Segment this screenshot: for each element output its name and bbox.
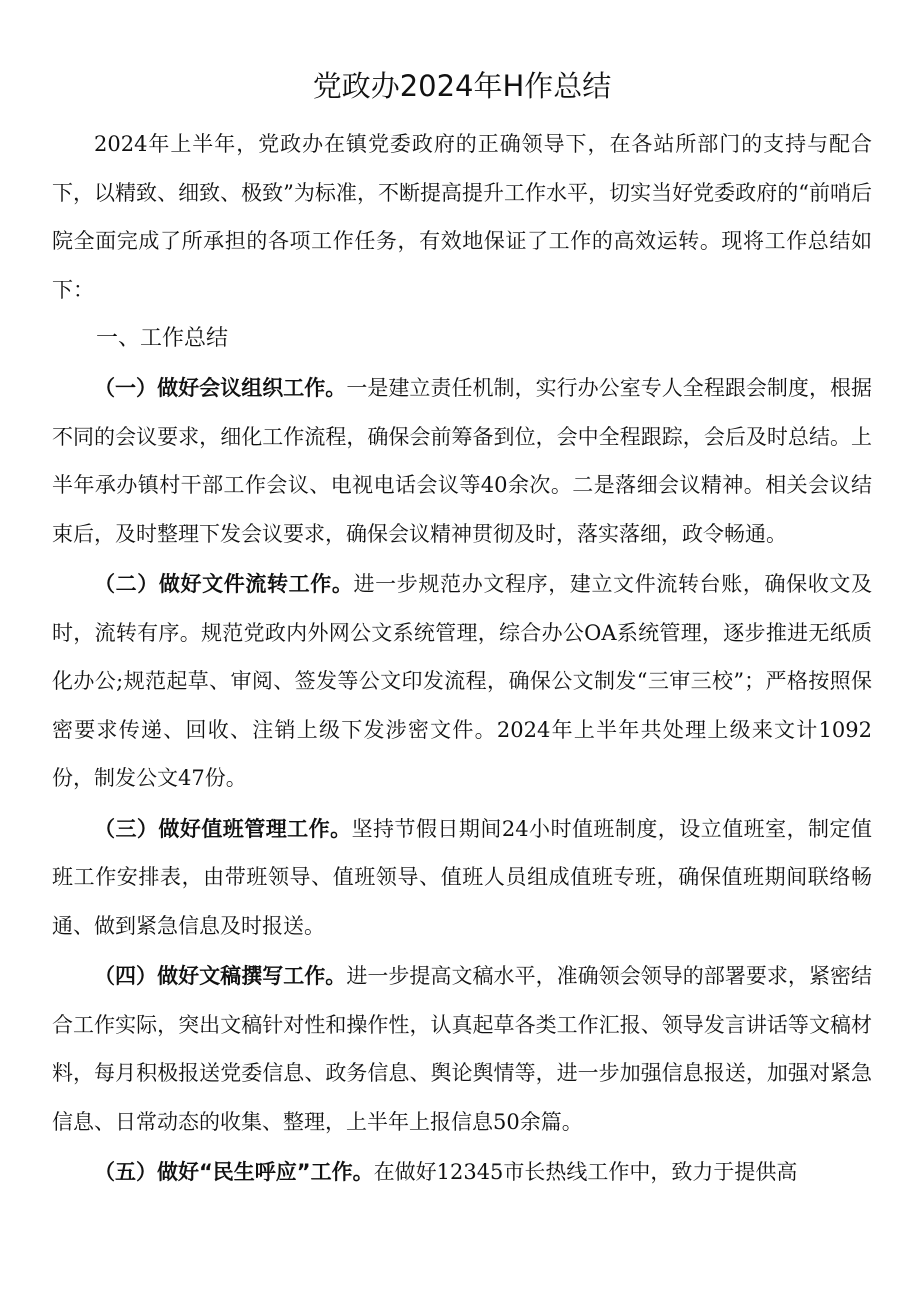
item-body: 在做好12345市长热线工作中，致力于提供高 [373,1160,798,1184]
item-body: 进一步提高文稿水平，准确领会领导的部署要求，紧密结合工作实际，突出文稿针对性和操作性，认真起草各类工作汇报、领导发言讲话等文稿材料，每月积极报送党委信息、政务信息、舆论舆情等，进一步加强信息报送，加强对紧急信息、日常动态的收集、整理，上半年上报信息50余篇。 [52,964,873,1134]
item-document-drafting [52,952,872,1146]
item-livelihood-response [52,1148,872,1197]
item-heading: （一）做好会议组织工作。 [94,376,347,400]
item-document-circulation [52,560,872,803]
intro-paragraph: 2024年上半年，党政办在镇党委政府的正确领导下，在各站所部门的支持与配合下，以精致、细致、极致”为标准，不断提高提升工作水平，切实当好党委政府的“前哨后院全面完成了所承担的各项工作任务，有效地保证了工作的高效运转。现将工作总结如下： [52,132,872,302]
item-heading: （四）做好文稿撰写工作。 [94,964,347,988]
item-duty-management [52,805,872,951]
item-body: 一是建立责任机制，实行办公室专人全程跟会制度，根据不同的会议要求，细化工作流程，确保会前筹备到位，会中全程跟踪，会后及时总结。上半年承办镇村干部工作会议、电视电话会议等40余次。二是落细会议精神。相关会议结束后，及时整理下发会议要求，确保会议精神贯彻及时，落实落细，政令畅通。 [52,376,873,546]
section-heading-work-summary: 一、工作总结 [96,326,229,351]
item-heading: （二）做好文件流转工作。 [94,572,354,596]
item-heading: （五）做好“民生呼应”工作。 [94,1160,374,1184]
item-meeting-organization [52,364,872,558]
document-title: 党政办2024年H作总结 [312,69,612,103]
item-body: 坚持节假日期间24小时值班制度，设立值班室，制定值班工作安排表，由带班领导、值班领导、值班人员组成值班专班，确保值班期间联络畅通、做到紧急信息及时报送。 [52,816,872,938]
item-heading: （三）做好值班管理工作。 [94,816,352,841]
item-body: 进一步规范办文程序，建立文件流转台账，确保收文及时，流转有序。规范党政内外网公文系统管理，综合办公OA系统管理，逐步推进无纸质化办公;规范起草、审阅、签发等公文印发流程，确保公文制发“三审三校”；严格按照保密要求传递、回收、注销上级下发涉密文件。2024年上半年共处理上级来文计1092份，制发公文47份。 [52,572,873,790]
